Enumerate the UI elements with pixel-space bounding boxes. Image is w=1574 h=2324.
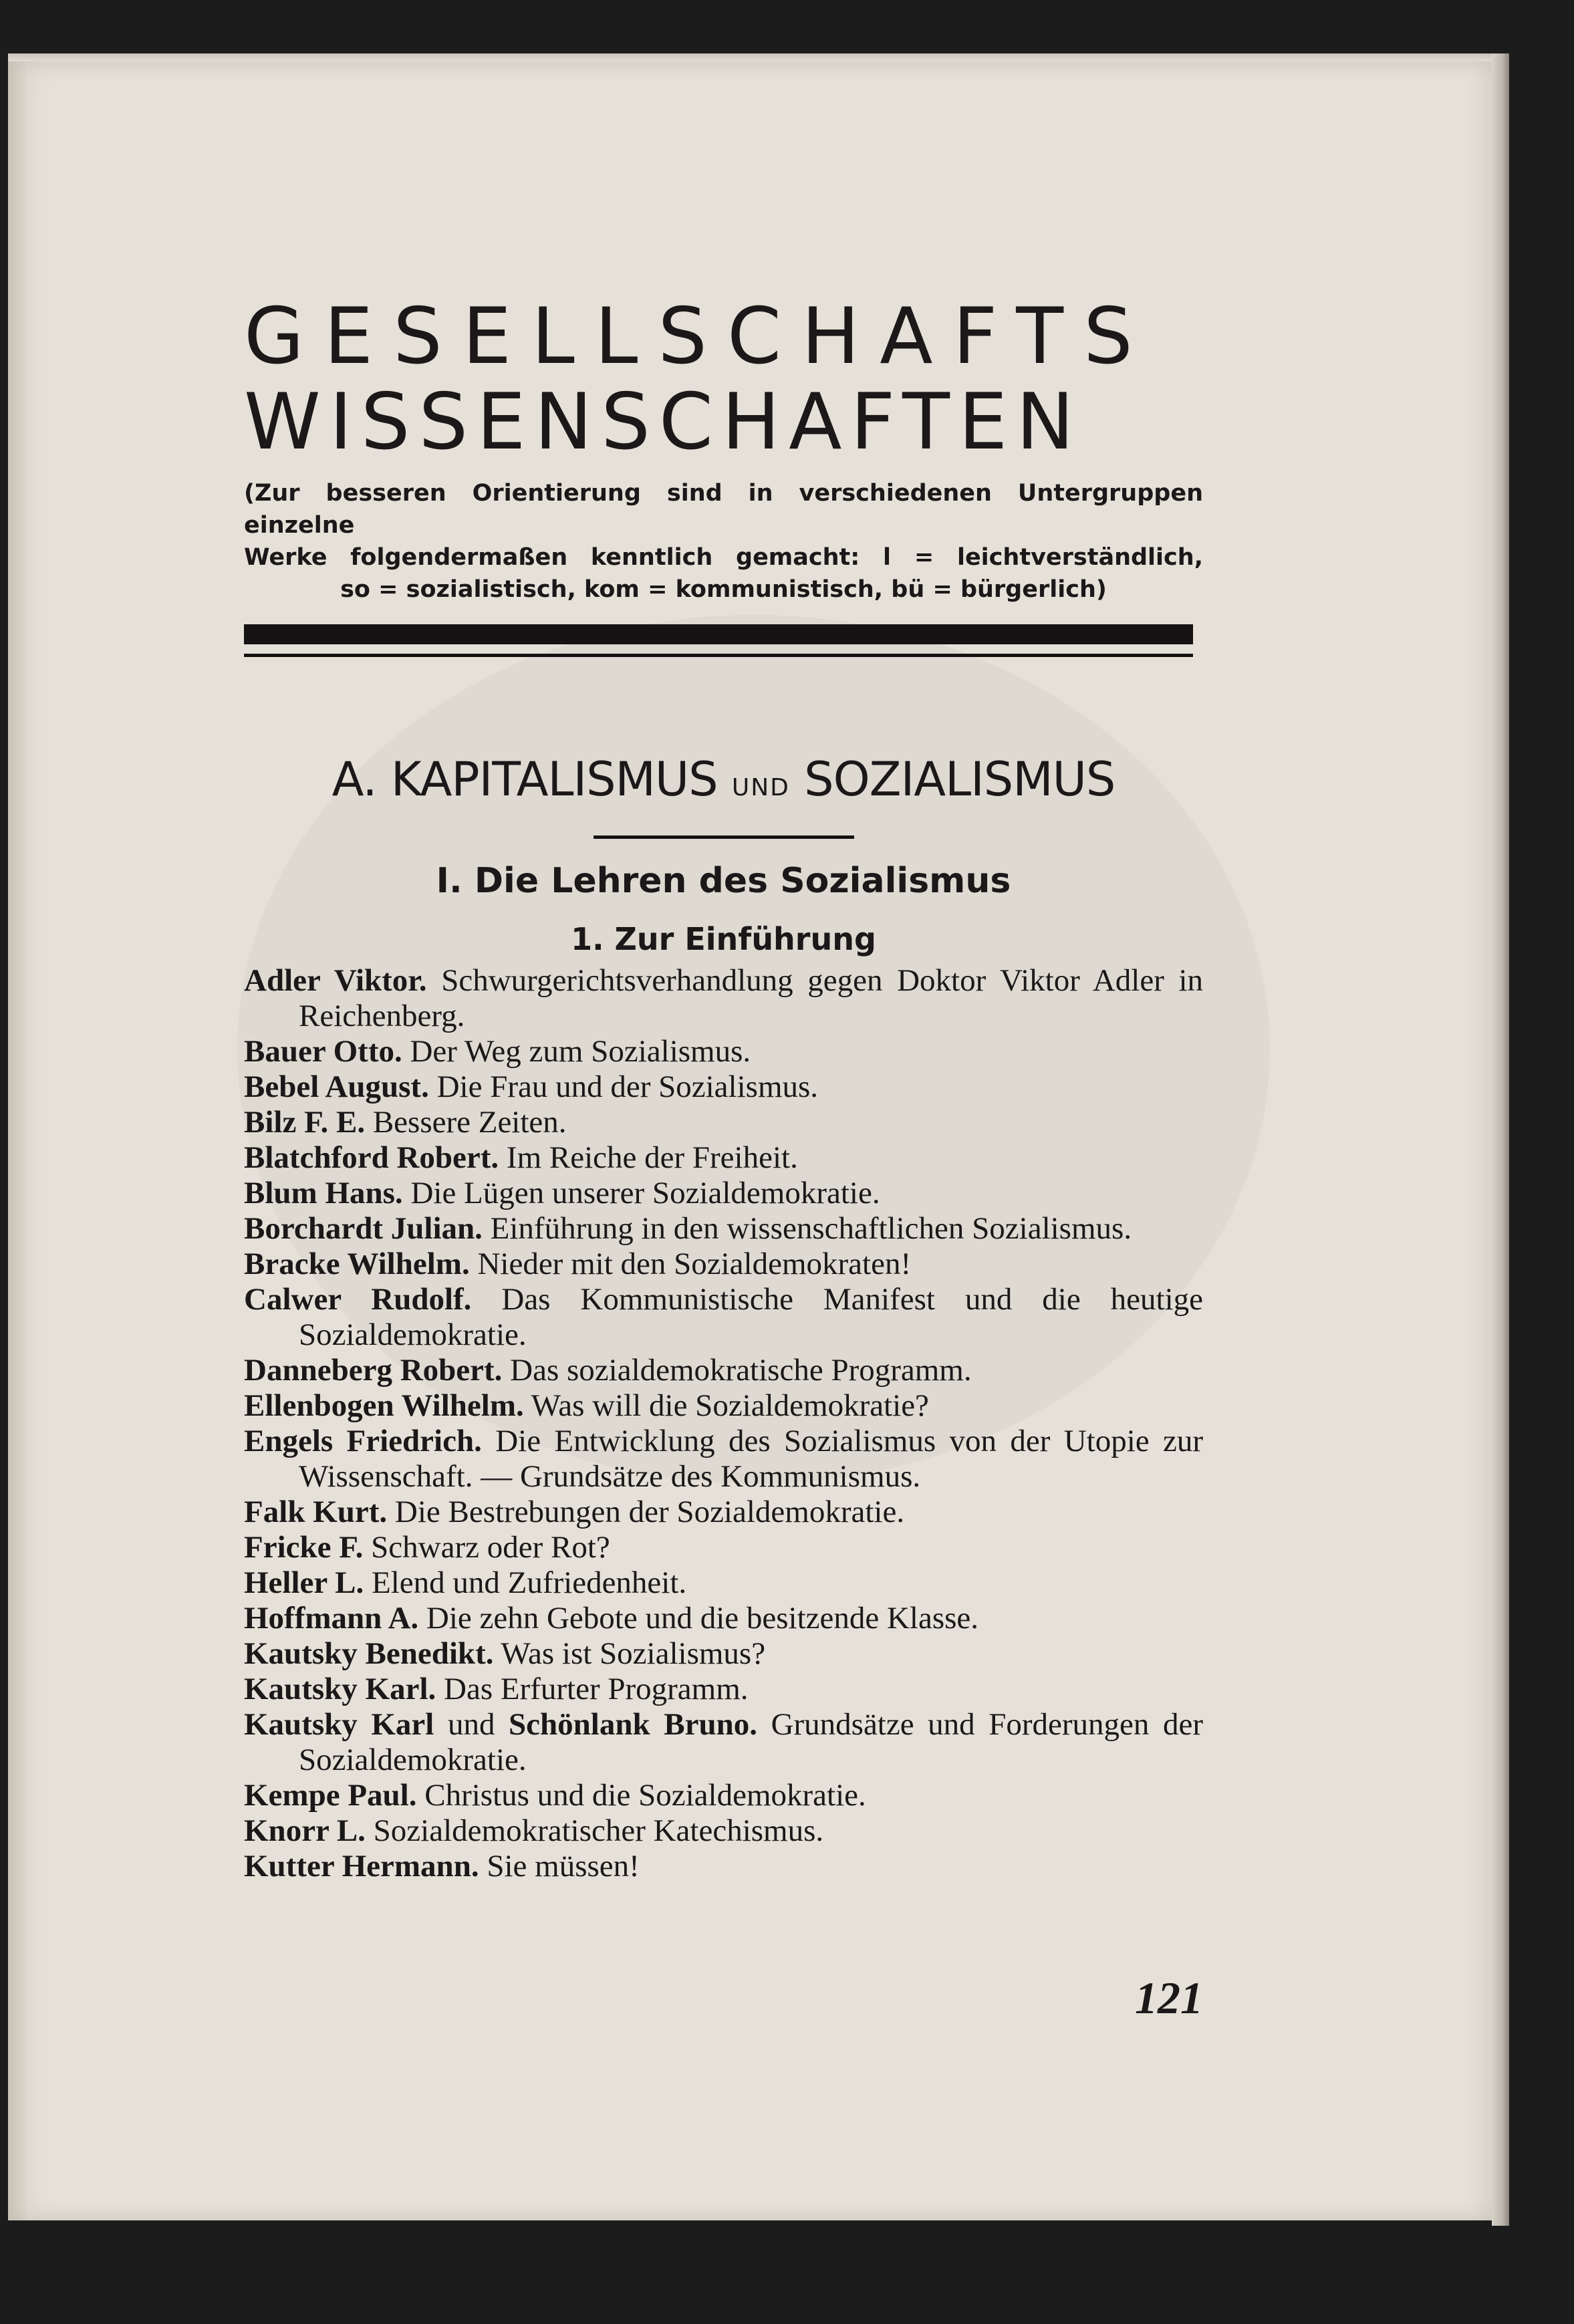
entry-title: Was will die Sozialdemokratie? xyxy=(531,1388,929,1423)
entry-title: Die zehn Gebote und die besitzende Klasse. xyxy=(426,1601,979,1636)
entry-title: Grundsätze und Forderungen der Sozialdemokratie. xyxy=(299,1707,1204,1777)
page-content xyxy=(244,291,1204,1884)
entry-title: Im Reiche der Freiheit. xyxy=(506,1140,798,1175)
entry-author: Danneberg Robert. xyxy=(244,1353,503,1388)
entry-title: Nieder mit den Sozialdemokraten! xyxy=(477,1247,912,1281)
entry-title: Schwurgerichtsverhandlung gegen Doktor Viktor Adler in Reichenberg. xyxy=(299,963,1204,1033)
list-item xyxy=(244,1282,1203,1353)
entry-author: Kempe Paul. xyxy=(244,1778,417,1813)
list-item xyxy=(244,1069,1203,1105)
list-item xyxy=(244,1813,1203,1849)
entry-title: Die Lügen unserer Sozialdemokratie. xyxy=(410,1176,880,1210)
entry-author: Ellenbogen Wilhelm. xyxy=(244,1388,524,1423)
list-item xyxy=(244,1707,1203,1778)
list-item xyxy=(244,1353,1203,1388)
entry-title: Das sozialdemokratische Programm. xyxy=(510,1353,972,1388)
entry-author: Bracke Wilhelm. xyxy=(244,1247,470,1281)
entry-author: Kautsky Karl xyxy=(244,1707,434,1742)
entry-author: Adler Viktor. xyxy=(244,963,427,998)
thin-divider xyxy=(244,654,1193,657)
entry-title: Christus und die Sozialdemokratie. xyxy=(424,1778,866,1813)
entry-author-2: Schönlank Bruno. xyxy=(509,1707,757,1742)
entry-title: Sie müssen! xyxy=(487,1849,640,1884)
page-binding-shadow xyxy=(8,61,28,2220)
list-item xyxy=(244,1672,1203,1707)
entry-title: Bessere Zeiten. xyxy=(372,1105,567,1140)
entry-author: Engels Friedrich. xyxy=(244,1424,482,1458)
entry-title: Die Entwicklung des Sozialismus von der Utopie zur Wissenschaft. — Grundsätze des Kommunismus. xyxy=(299,1424,1204,1494)
list-item xyxy=(244,1778,1203,1813)
entry-title: Die Frau und der Sozialismus. xyxy=(436,1069,819,1104)
section-divider xyxy=(594,835,854,839)
entry-author: Borchardt Julian. xyxy=(244,1211,483,1246)
list-item xyxy=(244,1176,1203,1211)
entry-title: Schwarz oder Rot? xyxy=(371,1530,610,1565)
thick-divider xyxy=(244,624,1193,644)
entry-author: Fricke F. xyxy=(244,1530,364,1565)
entry-title: Elend und Zufriedenheit. xyxy=(372,1565,687,1600)
legend-note xyxy=(244,477,1203,606)
entry-title: Das Erfurter Programm. xyxy=(444,1672,749,1706)
section-heading-part1: A. KAPITALISMUS xyxy=(332,752,718,807)
entry-author: Hoffmann A. xyxy=(244,1601,419,1636)
title-line-2: WISSENSCHAFTEN xyxy=(244,377,1083,467)
list-item xyxy=(244,1140,1203,1176)
page-number: 121 xyxy=(1135,1972,1203,2023)
entry-author: Blatchford Robert. xyxy=(244,1140,499,1175)
subsubsection-heading: 1. Zur Einführung xyxy=(571,921,876,957)
list-item xyxy=(244,1211,1203,1247)
entry-author: Bauer Otto. xyxy=(244,1034,402,1069)
list-item xyxy=(244,1388,1203,1424)
entry-author: Knorr L. xyxy=(244,1813,366,1848)
entry-author: Heller L. xyxy=(244,1565,364,1600)
list-item xyxy=(244,1530,1203,1565)
list-item xyxy=(244,1601,1203,1636)
entry-title: Die Bestrebungen der Sozialdemokratie. xyxy=(394,1495,905,1529)
legend-note-line-1: (Zur besseren Orientierung sind in verschiedenen Untergruppen einzelne xyxy=(244,480,1203,539)
entry-title: Einführung in den wissenschaftlichen Sozialismus. xyxy=(490,1211,1132,1246)
entry-title: Sozialdemokratischer Katechismus. xyxy=(373,1813,824,1848)
entry-author: Kautsky Benedikt. xyxy=(244,1636,494,1671)
list-item xyxy=(244,1424,1203,1495)
entry-conjunction: und xyxy=(447,1707,495,1742)
list-item xyxy=(244,1565,1203,1601)
section-heading-und: UND xyxy=(731,774,790,801)
section-heading xyxy=(244,749,1203,818)
list-item xyxy=(244,1034,1203,1069)
section-heading-part2: SOZIALISMUS xyxy=(804,752,1116,807)
subsection-heading: I. Die Lehren des Sozialismus xyxy=(436,861,1011,901)
entry-author: Blum Hans. xyxy=(244,1176,403,1210)
list-item xyxy=(244,1247,1203,1282)
entry-author: Kutter Hermann. xyxy=(244,1849,479,1884)
legend-note-line-2: Werke folgendermaßen kenntlich gemacht: l = leichtverständlich, xyxy=(244,544,1203,571)
entry-author: Kautsky Karl. xyxy=(244,1672,436,1706)
entry-title: Was ist Sozialismus? xyxy=(501,1636,766,1671)
entry-author: Bebel August. xyxy=(244,1069,429,1104)
list-item xyxy=(244,963,1203,1034)
entry-author: Falk Kurt. xyxy=(244,1495,388,1529)
entry-title: Der Weg zum Sozialismus. xyxy=(410,1034,751,1069)
list-item xyxy=(244,1636,1203,1672)
list-item xyxy=(244,1849,1203,1884)
entry-author: Calwer Rudolf. xyxy=(244,1282,472,1317)
list-item xyxy=(244,1105,1203,1140)
entry-author: Bilz F. E. xyxy=(244,1105,366,1140)
list-item xyxy=(244,1495,1203,1530)
page-right-edge xyxy=(1492,53,1509,2226)
legend-note-line-3: so = sozialistisch, kom = kommunistisch, bü = bürgerlich) xyxy=(340,576,1107,603)
bibliography-list xyxy=(244,963,1203,1884)
title-line-1: GESELLSCHAFTS xyxy=(244,291,1153,382)
entry-title: Das Kommunistische Manifest und die heutige Sozialdemokratie. xyxy=(299,1282,1203,1352)
